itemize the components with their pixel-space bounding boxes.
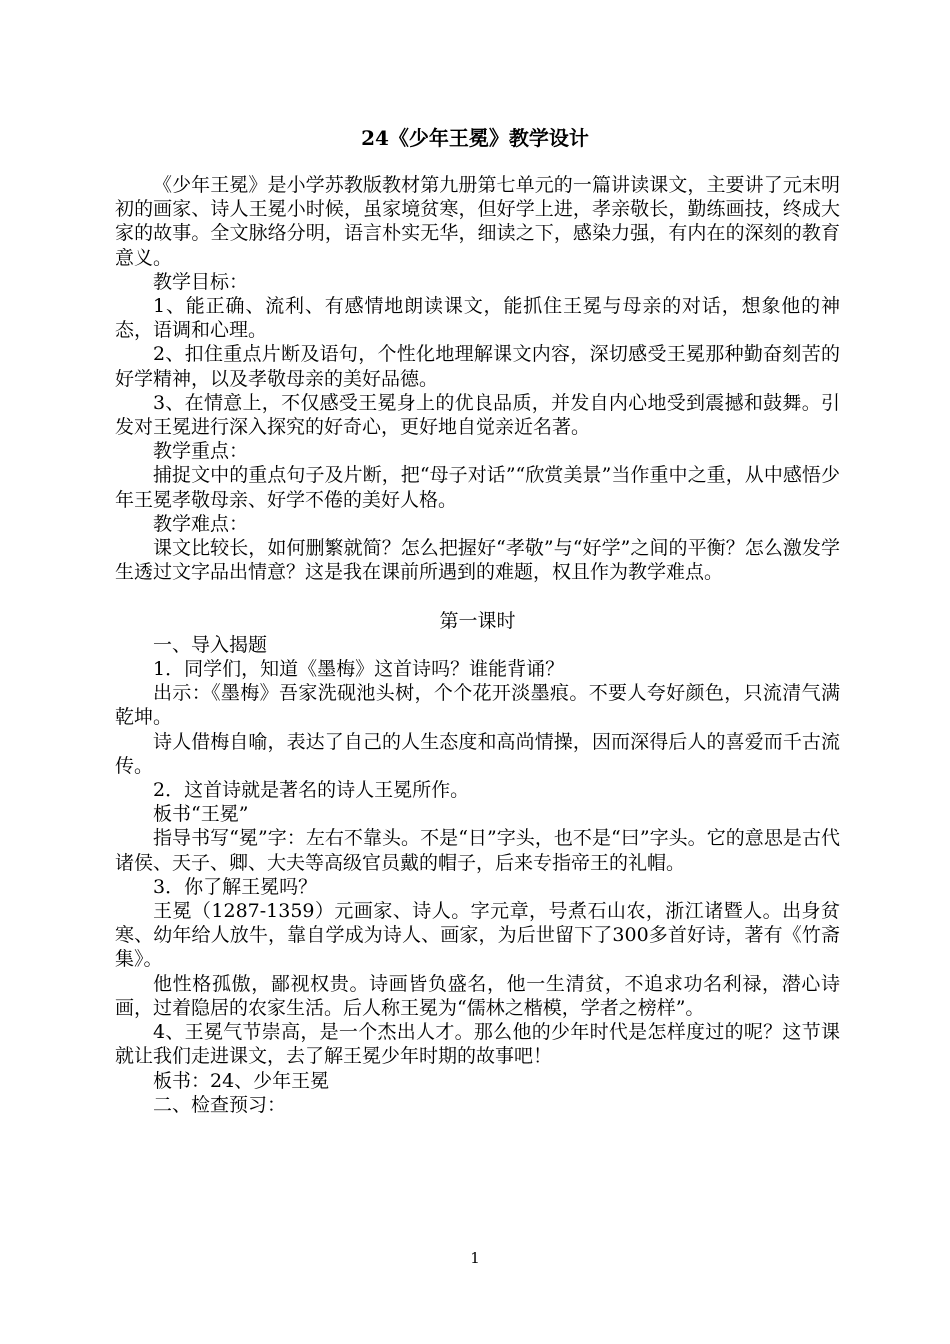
step-heading-intro: 一、导入揭题 xyxy=(153,633,268,656)
step-paragraph: 板书“王冕” xyxy=(153,803,249,826)
biography-paragraph: 他性格孤傲，鄙视权贵。诗画皆负盛名，他一生清贫，不追求功名利禄，潜心诗画，过着隐居的农家生活。后人称王冕为“儒林之楷模，学者之榜样”。 xyxy=(115,972,840,1019)
goal-item-1: 1、能正确、流利、有感情地朗读课文，能抓住王冕与母亲的对话，想象他的神态，语调和心理。 xyxy=(115,295,840,342)
step-paragraph: 板书：24、少年王冕 xyxy=(153,1069,330,1092)
section-heading-goals: 教学目标： xyxy=(153,270,249,293)
step-paragraph: 4、王冕气节崇高，是一个杰出人才。那么他的少年时代是怎样度过的呢？这节课就让我们走进课文，去了解王冕少年时期的故事吧！ xyxy=(115,1021,840,1068)
key-points-paragraph: 捕捉文中的重点句子及片断，把“母子对话”“欣赏美景”当作重中之重，从中感悟少年王冕孝敬母亲、好学不倦的美好人格。 xyxy=(115,464,840,511)
lesson-heading: 第一课时 xyxy=(439,609,516,632)
step-paragraph: 1．同学们，知道《墨梅》这首诗吗？谁能背诵？ xyxy=(153,658,565,681)
step-heading-preview: 二、检查预习： xyxy=(153,1093,287,1116)
document-title: 24《少年王冕》教学设计 xyxy=(361,126,589,150)
intro-paragraph: 《少年王冕》是小学苏教版教材第九册第七单元的一篇讲读课文，主要讲了元末明初的画家、诗人王冕小时候，虽家境贫寒，但好学上进，孝亲敬长，勤练画技，终成大家的故事。全文脉络分明，语言朴实无华，细读之下，感染力强，有内在的深刻的教育意义。 xyxy=(115,174,840,269)
difficulties-paragraph: 课文比较长，如何删繁就简？怎么把握好“孝敬”与“好学”之间的平衡？怎么激发学生透过文字品出情意？这是我在课前所遇到的难题，权且作为教学难点。 xyxy=(115,537,840,584)
section-heading-key-points: 教学重点： xyxy=(153,440,249,463)
document-body xyxy=(115,173,840,1117)
poem-paragraph: 出示：《墨梅》吾家洗砚池头树，个个花开淡墨痕。不要人夸好颜色，只流清气满乾坤。 xyxy=(115,682,840,729)
biography-paragraph: 王冕（1287-1359）元画家、诗人。字元章，号煮石山农，浙江诸暨人。出身贫寒、幼年给人放牛，靠自学成为诗人、画家，为后世留下了300多首好诗，著有《竹斋集》。 xyxy=(115,900,840,971)
section-heading-difficulties: 教学难点： xyxy=(153,512,249,535)
step-paragraph: 指导书写“冕”字：左右不靠头。不是“日”字头，也不是“曰”字头。它的意思是古代诸侯、天子、卿、大夫等高级官员戴的帽子，后来专指帝王的礼帽。 xyxy=(115,827,840,874)
page-number: 1 xyxy=(470,1249,480,1267)
step-paragraph: 诗人借梅自喻，表达了自己的人生态度和高尚情操，因而深得后人的喜爱而千古流传。 xyxy=(115,730,840,777)
blank-line xyxy=(115,584,840,608)
goal-item-3: 3、在情意上，不仅感受王冕身上的优良品质，并发自内心地受到震撼和鼓舞。引发对王冕进行深入探究的好奇心，更好地自觉亲近名著。 xyxy=(115,391,840,439)
step-paragraph: 2．这首诗就是著名的诗人王冕所作。 xyxy=(153,779,470,802)
goal-item-2: 2、扣住重点片断及语句，个性化地理解课文内容，深切感受王冕那种勤奋刻苦的好学精神，以及孝敬母亲的美好品德。 xyxy=(115,343,840,390)
step-paragraph: 3．你了解王冕吗？ xyxy=(153,875,318,898)
